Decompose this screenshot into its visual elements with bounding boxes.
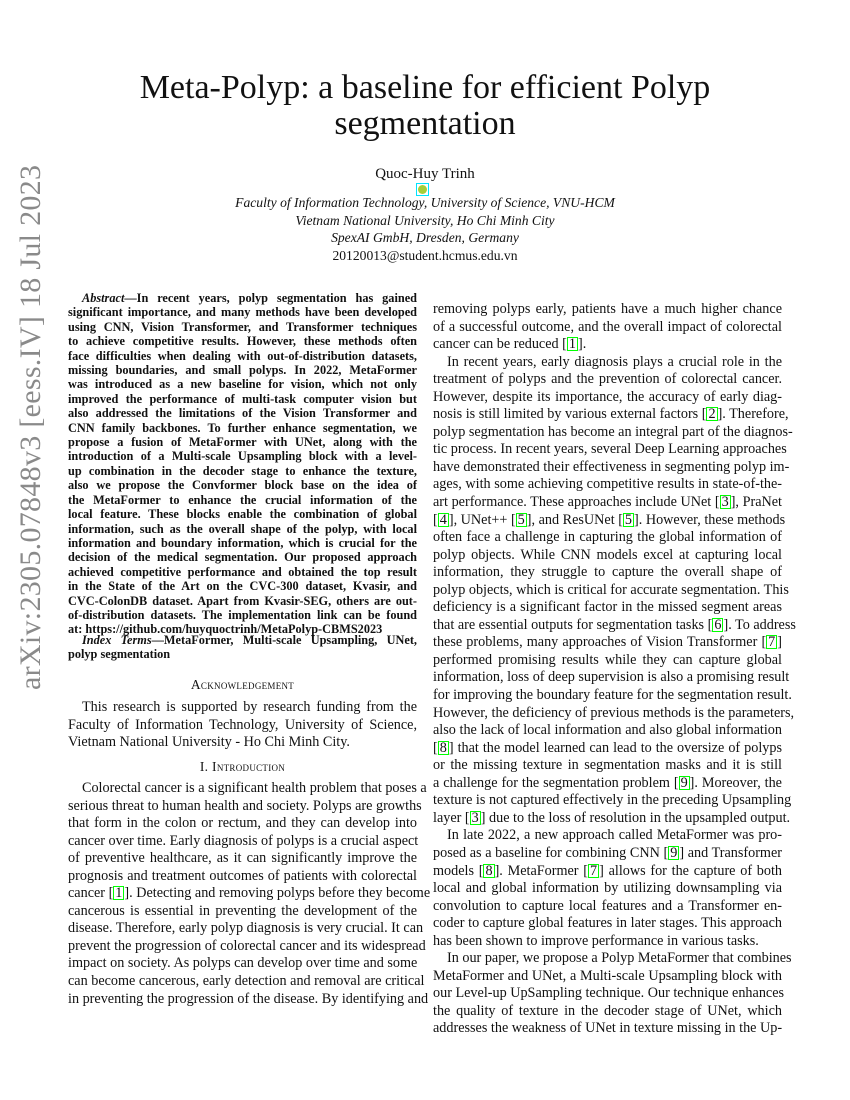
- text-line: In recent years, early diagnosis plays a crucial role in the: [447, 353, 782, 370]
- text-line: often face a challenge in capturing the global information of: [433, 529, 782, 546]
- text-line: polyp objects, which is critical for accurate segmentation. This: [433, 581, 789, 598]
- citation-link[interactable]: 9: [670, 844, 678, 861]
- text-line: that are essential outputs for segmentation tasks [ 6 ]. To address: [433, 616, 796, 633]
- text-line: cancerous is essential in preventing the development of the: [68, 902, 417, 919]
- text-line: information, such as the overall shape of the polyp, with local: [68, 521, 417, 536]
- text-line: treatment of polyps and the prevention of colorectal cancer.: [433, 371, 782, 388]
- citation-link[interactable]: 1: [568, 336, 576, 353]
- citation-link[interactable]: 8: [485, 862, 493, 879]
- text-line: removing polyps early, patients have a much higher chance: [433, 301, 782, 317]
- text-line: also addressed the limitations of the Vision Transformer and: [68, 406, 417, 421]
- text-line: Faculty of Information Technology, University of Science,: [68, 716, 417, 733]
- paragraph: [68, 633, 417, 662]
- text-line: texture is not captured effectively in the preceding Upsampling: [433, 792, 792, 809]
- author-email: 20120013@student.hcmus.edu.vn: [332, 247, 518, 263]
- text-line: prevent the progression of colorectal cancer and its widespread: [68, 937, 426, 954]
- paragraph: [433, 827, 782, 950]
- text-line: However, the deficiency of previous methods is the parameters,: [433, 704, 795, 721]
- ack-para-text: [68, 699, 417, 752]
- text-line: Index Terms—MetaFormer, Multi-scale Upsampling, UNet,: [82, 633, 417, 647]
- text-line: layer [ 3 ] due to the loss of resolution in the upsampled output.: [433, 809, 791, 826]
- text-line: can become cancerous, early detection and removal are critical: [68, 973, 425, 990]
- text-line: serious threat to human health and society. Polyps are growths: [68, 797, 422, 814]
- text-line: in preventing the progression of the disease. By identifying and: [68, 990, 429, 1007]
- text-line: the MetaFormer to enhance the crucial information of the: [68, 492, 417, 507]
- text-line: these problems, many approaches of Vision Transformer [ 7 ]: [433, 634, 782, 651]
- text-line: using CNN, Vision Transformer, and Transformer techniques: [68, 319, 417, 334]
- text-line: [ 8 ] that the model learned can lead to the oversize of polyps: [433, 739, 782, 756]
- text-line: or the missing texture in segmentation masks and it is still: [433, 757, 782, 774]
- text-line: propose a fusion of MetaFormer with UNet, along with the: [68, 435, 417, 450]
- title-line-2: segmentation: [334, 105, 516, 142]
- text-line: art performance. These approaches include UNet [ 3 ], PraNet: [433, 494, 782, 511]
- citation-link[interactable]: 5: [517, 511, 525, 528]
- acknowledgement-heading: Acknowledgement: [190, 677, 295, 692]
- citation-link[interactable]: 4: [439, 511, 447, 528]
- text-line: that form in the colon or rectum, and they can develop into: [68, 815, 417, 832]
- text-line: In our paper, we propose a Polyp MetaFormer that combines: [447, 950, 792, 967]
- abstract-label: Abstract: [82, 291, 125, 305]
- affiliation-1: Faculty of Information Technology, University of Science, VNU-HCM: [235, 195, 615, 210]
- title-line-1: Meta-Polyp: a baseline for efficient Polyp: [139, 69, 711, 106]
- text-line: significant importance, and many methods have been developed: [68, 305, 417, 320]
- text-line: the quality of texture in the decoder stage of UNet, which: [433, 1002, 782, 1019]
- citation-link[interactable]: 6: [714, 616, 722, 633]
- text-line: for improving the boundary feature for the segmentation result.: [433, 687, 792, 704]
- citation-link[interactable]: 7: [768, 634, 776, 651]
- text-line: models [ 8 ]. MetaFormer [ 7 ] allows for the capture of both: [433, 862, 783, 879]
- text-line: coder to capture global features in later stages. This approach: [433, 915, 782, 932]
- index-text: [68, 633, 417, 662]
- text-line: information, they struggle to capture the overall shape of: [433, 564, 782, 581]
- text-line: cancer over time. Early diagnosis of polyps is a crucial aspect: [68, 832, 419, 849]
- text-line: MetaFormer and UNet, a Multi-scale Upsampling block with: [433, 967, 782, 984]
- text-line: [ 4 ], UNet++ [ 5 ], and ResUNet [ 5 ]. However, these methods: [433, 511, 786, 528]
- affiliation-2: Vietnam National University, Ho Chi Minh City: [295, 212, 555, 228]
- text-line: local and global information by utilizing downsampling via: [433, 880, 782, 897]
- citation-link[interactable]: 8: [439, 739, 447, 756]
- text-line: of-distribution datasets. The implementation link can be found: [68, 607, 417, 622]
- text-line: posed as a baseline for combining CNN [ 9 ] and Transformer: [433, 844, 782, 861]
- text-line: performed promising results while they can capture global: [433, 651, 782, 668]
- paper-title: [0, 70, 850, 142]
- text-line: of preventive healthcare, as it can significantly improve the: [68, 850, 417, 867]
- text-line: Vietnam National University - Ho Chi Minh City.: [68, 734, 350, 751]
- text-line: CNN family backbones. To further enhance segmentation, we: [68, 420, 417, 435]
- intro-para-text: [68, 780, 431, 1008]
- citation-link[interactable]: 3: [721, 494, 729, 511]
- text-line: in the State of the Art on the CVC-300 dataset, Kvasir, and: [68, 579, 417, 594]
- paragraph: [433, 950, 792, 1038]
- paragraph: [68, 780, 431, 1008]
- text-line: addresses the weakness of UNet in texture missing in the Up-: [433, 1020, 783, 1037]
- text-line: also the lack of local information and also global information: [433, 722, 782, 739]
- affiliations: [0, 194, 850, 264]
- text-line: at: https://github.com/huyquoctrinh/MetaPolyp-CBMS2023: [68, 622, 383, 637]
- text-line: has been shown to improve performance in various tasks.: [433, 932, 759, 949]
- text-line: our Level-up UpSampling technique. Our technique enhances: [433, 985, 785, 1002]
- text-line: In late 2022, a new approach called MetaFormer was pro-: [447, 827, 782, 844]
- text-line: nosis is still limited by various external factors [ 2 ]. Therefore,: [433, 406, 789, 423]
- text-line: cancer [ 1 ]. Detecting and removing polyps before they become: [68, 885, 431, 902]
- introduction-heading: I. Introduction: [199, 759, 286, 774]
- text-line: achieved competitive performance and obtained the top result: [68, 564, 417, 579]
- text-line: was introduced as a new baseline for vision, which not only: [68, 377, 417, 392]
- text-line: information, loss of deep supervision is also a promising result: [433, 669, 790, 686]
- text-line: polyp segmentation has become an integral part of the diagnos-: [433, 423, 793, 440]
- text-line: up combination in the decoder stage to enhance the texture,: [68, 463, 417, 478]
- text-line: impact on society. As polyps can develop over time and some: [68, 955, 418, 972]
- text-line: CVC-ColonDB dataset. Apart from Kvasir-SEG, others are out-: [68, 593, 417, 608]
- orcid-badge: [418, 185, 427, 194]
- citation-link[interactable]: 3: [471, 809, 479, 826]
- right-col-text: [433, 301, 796, 1038]
- citation-link[interactable]: 5: [624, 511, 633, 528]
- text-line: deficiency is a significant factor in the missed segment areas: [433, 599, 782, 616]
- text-line: This research is supported by research funding from the: [82, 699, 417, 715]
- text-line: to achieve competitive results. However, these methods often: [68, 334, 417, 349]
- text-line: prognosis and treatment outcomes of patients with colorectal: [68, 867, 417, 884]
- citation-link[interactable]: 1: [115, 885, 123, 902]
- text-line: face difficulties when dealing with out-of-distribution datasets,: [68, 348, 417, 363]
- text-line: Abstract—In recent years, polyp segmentation has gained: [82, 291, 417, 305]
- text-line: disease. Therefore, early polyp diagnosis is very crucial. It can: [68, 920, 424, 937]
- abstract-text: [68, 291, 417, 637]
- affiliation-3: SpexAI GmbH, Dresden, Germany: [331, 230, 519, 245]
- text-line: have demonstrated their effectiveness in segmenting polyp im-: [433, 458, 790, 475]
- index-label: Index Terms: [82, 633, 152, 647]
- paragraph: [433, 353, 796, 828]
- text-line: local feature. These blocks enable the combination of global: [68, 507, 417, 522]
- text-line: ages, with some achieving competitive results in state-of-the-: [433, 476, 782, 493]
- citation-link[interactable]: 9: [680, 774, 688, 791]
- text-line: improved the performance of multi-task computer vision but: [68, 391, 417, 406]
- paragraph: [433, 301, 782, 354]
- arxiv-stamp: arXiv:2305.07848v3 [eess.IV] 18 Jul 2023: [14, 164, 47, 690]
- citation-link[interactable]: 7: [590, 862, 598, 879]
- text-line: decision of the medical segmentation. Our proposed approach: [68, 550, 417, 565]
- text-line: also we propose the Convformer block base on the idea of: [68, 478, 417, 493]
- text-line: of a successful outcome, and the overall impact of colorectal: [433, 318, 782, 335]
- text-line: However, despite its importance, the accuracy of early diag-: [433, 388, 782, 405]
- text-line: information and boundary information, which is crucial for the: [68, 535, 417, 550]
- text-line: polyp segmentation: [68, 647, 171, 662]
- author-name: Quoc-Huy Trinh: [375, 166, 475, 182]
- citation-link[interactable]: 2: [708, 406, 716, 423]
- text-line: convolution to capture local features and a Transformer en-: [433, 897, 782, 914]
- text-line: tic process. In recent years, several Deep Learning approaches: [433, 441, 787, 458]
- paragraph: [68, 699, 417, 752]
- paragraph: [68, 291, 417, 637]
- text-line: Colorectal cancer is a significant health problem that poses a: [82, 780, 427, 796]
- text-line: cancer can be reduced [ 1 ].: [433, 336, 587, 353]
- text-line: polyp objects. While CNN models excel at capturing local: [433, 546, 782, 563]
- text-line: a challenge for the segmentation problem [ 9 ]. Moreover, the: [433, 774, 782, 791]
- text-line: missing boundaries, and small polyps. In 2022, MetaFormer: [68, 363, 417, 378]
- text-line: introduction of a Multi-scale Upsampling block with a level-: [68, 449, 417, 464]
